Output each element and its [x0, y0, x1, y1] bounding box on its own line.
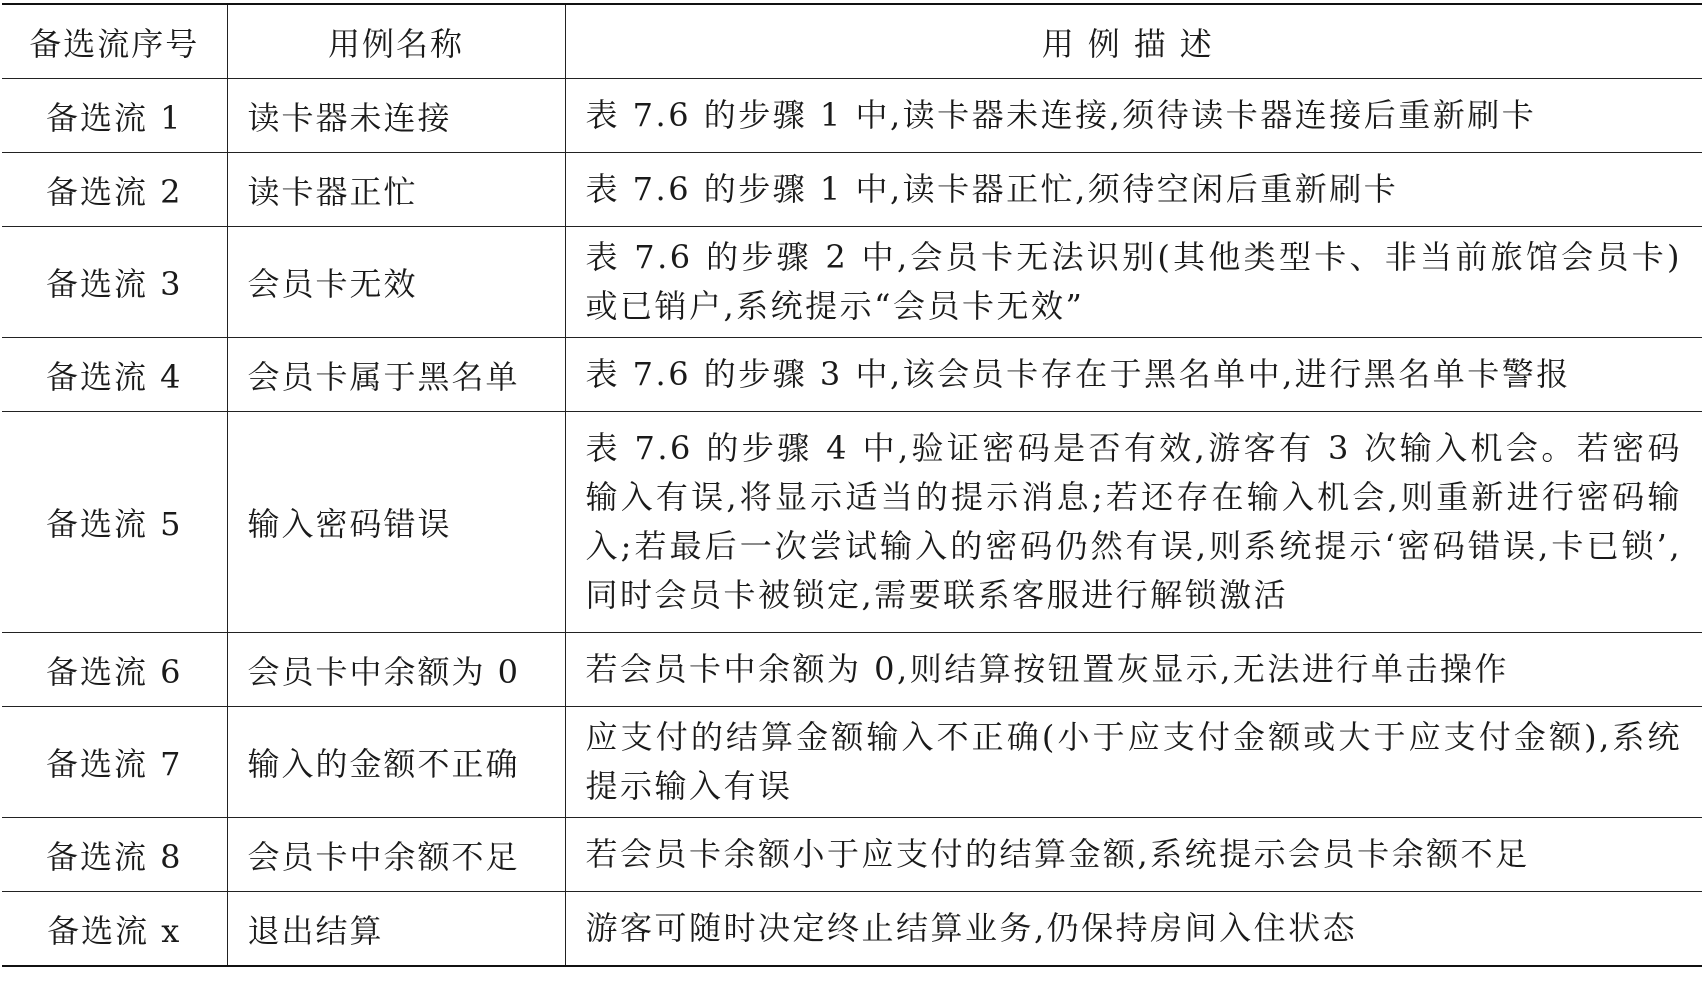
table-header-row	[2, 4, 1702, 79]
use-case-description-cell: 若会员卡中余额为 0,则结算按钮置灰显示,无法进行单击操作	[565, 633, 1702, 707]
header-use-case-name: 用例名称	[227, 4, 565, 79]
flow-number-cell: 备选流 6	[2, 633, 227, 707]
flow-number-cell: 备选流 4	[2, 338, 227, 412]
use-case-name-cell: 输入密码错误	[227, 412, 565, 633]
flow-number-cell: 备选流 2	[2, 153, 227, 227]
use-case-name-cell: 会员卡中余额不足	[227, 818, 565, 892]
table-row	[2, 707, 1702, 818]
use-case-name-cell: 读卡器正忙	[227, 153, 565, 227]
use-case-description-cell: 表 7.6 的步骤 4 中,验证密码是否有效,游客有 3 次输入机会。若密码输入有误,将显示适当的提示消息;若还存在输入机会,则重新进行密码输入;若最后一次尝试输入的密码仍然有误,则系统提示‘密码错误,卡已锁’,同时会员卡被锁定,需要联系客服进行解锁激活	[565, 412, 1702, 633]
table-row	[2, 338, 1702, 412]
table-row	[2, 227, 1702, 338]
flow-number-cell: 备选流 3	[2, 227, 227, 338]
table-row	[2, 153, 1702, 227]
flow-number-cell: 备选流 5	[2, 412, 227, 633]
use-case-description-cell: 表 7.6 的步骤 1 中,读卡器正忙,须待空闲后重新刷卡	[565, 153, 1702, 227]
header-flow-number: 备选流序号	[2, 4, 227, 79]
table-row	[2, 818, 1702, 892]
use-case-name-cell: 会员卡中余额为 0	[227, 633, 565, 707]
flow-number-cell: 备选流 x	[2, 892, 227, 967]
alternative-flow-table	[2, 3, 1702, 967]
table-row	[2, 633, 1702, 707]
use-case-description-cell: 表 7.6 的步骤 2 中,会员卡无法识别(其他类型卡、非当前旅馆会员卡)或已销户,系统提示“会员卡无效”	[565, 227, 1702, 338]
use-case-description-cell: 若会员卡余额小于应支付的结算金额,系统提示会员卡余额不足	[565, 818, 1702, 892]
use-case-description-cell: 应支付的结算金额输入不正确(小于应支付金额或大于应支付金额),系统提示输入有误	[565, 707, 1702, 818]
table-row	[2, 892, 1702, 967]
use-case-description-cell: 游客可随时决定终止结算业务,仍保持房间入住状态	[565, 892, 1702, 967]
use-case-name-cell: 输入的金额不正确	[227, 707, 565, 818]
use-case-name-cell: 会员卡属于黑名单	[227, 338, 565, 412]
use-case-description-cell: 表 7.6 的步骤 3 中,该会员卡存在于黑名单中,进行黑名单卡警报	[565, 338, 1702, 412]
table-row	[2, 412, 1702, 633]
header-use-case-description: 用例描述	[565, 4, 1702, 79]
use-case-name-cell: 读卡器未连接	[227, 79, 565, 153]
flow-number-cell: 备选流 7	[2, 707, 227, 818]
table-row	[2, 79, 1702, 153]
use-case-description-cell: 表 7.6 的步骤 1 中,读卡器未连接,须待读卡器连接后重新刷卡	[565, 79, 1702, 153]
flow-number-cell: 备选流 8	[2, 818, 227, 892]
use-case-name-cell: 退出结算	[227, 892, 565, 967]
flow-number-cell: 备选流 1	[2, 79, 227, 153]
use-case-name-cell: 会员卡无效	[227, 227, 565, 338]
